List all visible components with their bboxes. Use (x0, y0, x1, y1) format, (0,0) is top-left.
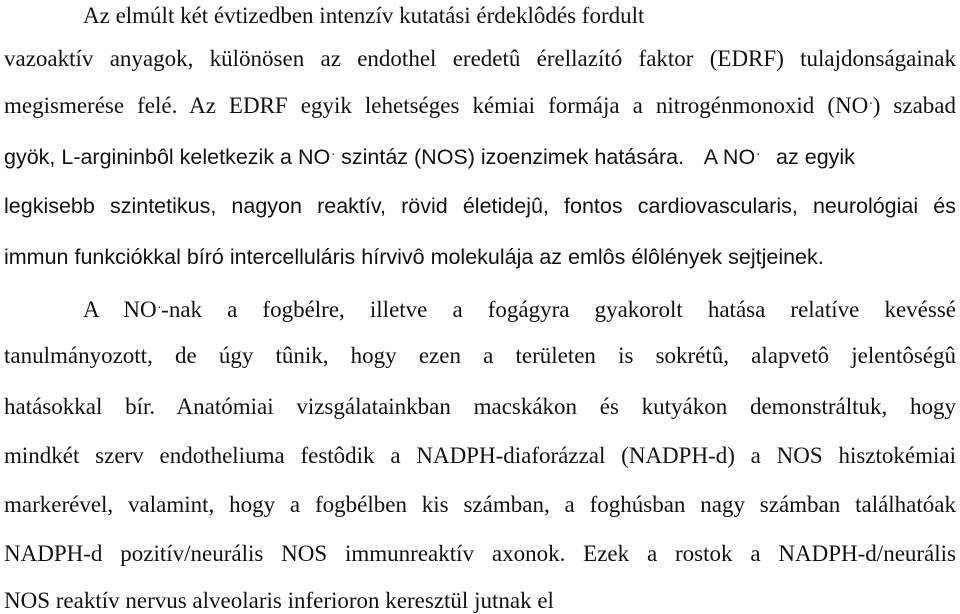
radical-dot: . (331, 142, 336, 158)
paragraph-1-line-2: vazoaktív anyagok, különösen az endothel eredetû érellazító faktor (EDRF) tulajdonságainak (4, 46, 956, 71)
paragraph-1-line-6: immun funkciókkal bíró intercelluláris hírvivô molekulája az emlôs élôlények sejtjeinek. (4, 245, 824, 269)
paragraph-2-line-5: markerével, valamint, hogy a fogbélben kis számban, a foghúsban nagy számban találhatóak (4, 492, 956, 517)
line-4-text: gyök, L-argininbôl keletkezik a NO (4, 145, 331, 169)
line-4-tail: az egyik (770, 145, 855, 169)
paragraph-2-line-3: hatásokkal bír. Anatómiai vizsgálatainkban macskákon és kutyákon demonstráltuk, hogy (4, 394, 956, 419)
paragraph-2-line-2: tanulmányozott, de úgy tûnik, hogy ezen a területen is sokrétû, alapvetô jelentôségû (4, 343, 956, 368)
paragraph-2-line-1 (83, 294, 956, 342)
line-3-tail: ) szabad (872, 93, 956, 118)
paragraph-2-line-6: NADPH-d pozitív/neurális NOS immunreaktív axonok. Ezek a rostok a NADPH-d/neurális (4, 541, 956, 566)
paragraph-1-line-5: legkisebb szintetikus, nagyon reaktív, rövid életidejû, fontos cardiovascularis, neurológiai és (4, 194, 956, 218)
line-1-tail: -nak a fogbélre, illetve a fogágyra gyakorolt hatása relatíve kevéssé (161, 297, 956, 322)
line-4-second-text: A NO (703, 145, 756, 169)
line-3-text: megismerése felé. Az EDRF egyik lehetséges kémiai formája a nitrogénmonoxid (NO (4, 93, 869, 118)
radical-dot: . (157, 297, 162, 312)
paragraph-1-line-3 (4, 90, 956, 138)
paragraph-2-line-4: mindkét szerv endotheliuma festôdik a NADPH-diaforázzal (NADPH-d) a NOS hisztokémiai (4, 443, 956, 468)
paragraph-1-line-1: Az elmúlt két évtizedben intenzív kutatási érdeklôdés fordult (83, 3, 645, 28)
line-1-text: A NO (83, 297, 157, 322)
paragraph-2-line-7: NOS reaktív nervus alveolaris inferioron keresztül jutnak el (4, 588, 554, 613)
paragraph-1-line-4 (4, 141, 956, 189)
line-4-middle: szintáz (NOS) izoenzimek hatására. (335, 145, 685, 169)
radical-dot: . (869, 93, 873, 108)
radical-dot: . (756, 142, 761, 158)
